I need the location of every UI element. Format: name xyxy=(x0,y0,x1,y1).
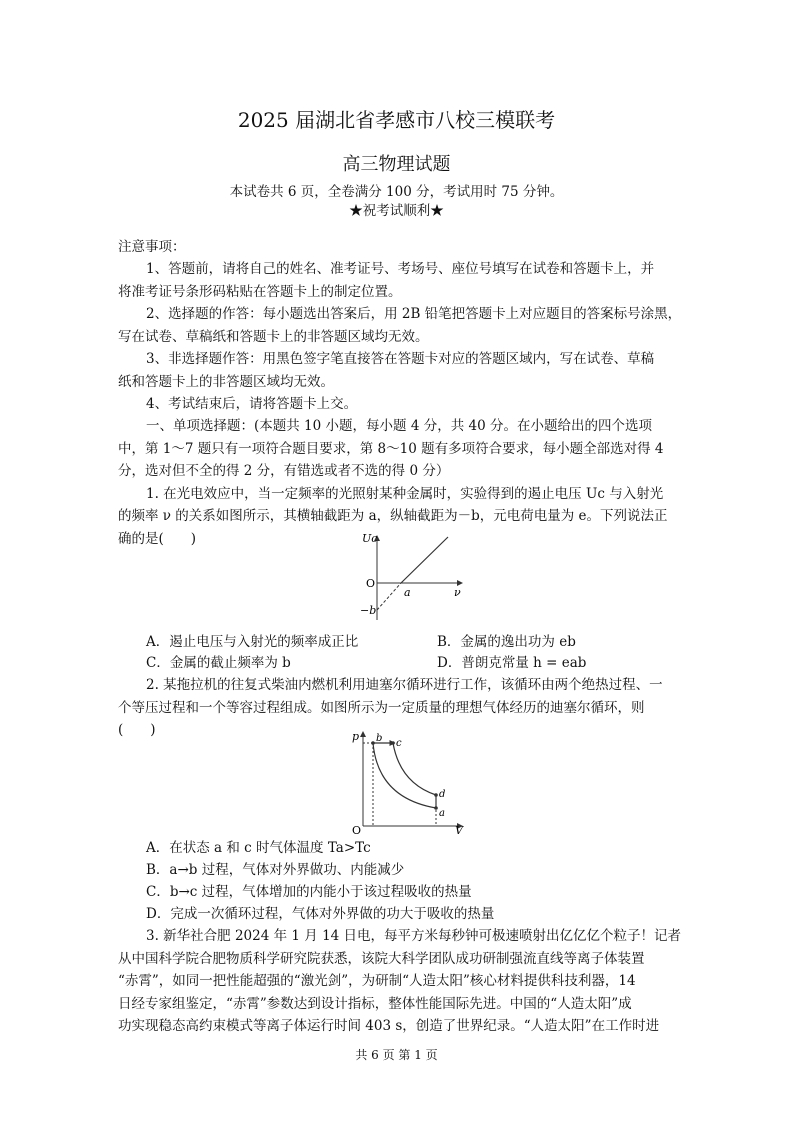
q2-process-cd xyxy=(393,743,436,795)
q2-y-label: p xyxy=(352,730,360,743)
q2-point-d xyxy=(434,793,438,797)
q1-option-a[interactable]: A．遏止电压与入射光的频率成正比 xyxy=(146,634,359,650)
q1-y-intercept: −b xyxy=(360,604,377,617)
q1-x-label: ν xyxy=(454,586,461,599)
q1-graph xyxy=(350,530,470,630)
question-3-text: 从中国科学院合肥物质科学研究院获悉，该院大科学团队成功研制强流直线等离子体装置 xyxy=(118,951,645,967)
exam-title: 2025 届湖北省孝感市八校三模联考 xyxy=(237,108,556,132)
q2-point-b xyxy=(371,741,375,745)
question-2-text: 2. 某拖拉机的往复式柴油内燃机利用迪塞尔循环进行工作，该循环由两个绝热过程、一 xyxy=(146,677,663,693)
notice-line: 1、答题前，请将自己的姓名、准考证号、考场号、座位号填写在试卷和答题卡上，并 xyxy=(146,261,655,277)
q1-option-c[interactable]: C．金属的截止频率为 b xyxy=(146,655,291,671)
question-1-text: 1. 在光电效应中，当一定频率的光照射某种金属时，实验得到的遏止电压 Uc 与入射光 xyxy=(146,486,664,502)
notice-line: 3、非选择题作答：用黑色签字笔直接答在答题卡对应的答题区域内，写在试卷、草稿 xyxy=(146,351,655,367)
exam-info: 本试卷共 6 页，全卷满分 100 分，考试用时 75 分钟。 xyxy=(229,184,564,200)
q1-line xyxy=(401,537,448,583)
section-instruction: 分，选对但不全的得 2 分，有错选或者不选的得 0 分） xyxy=(118,463,450,479)
question-3-text: 3. 新华社合肥 2024 年 1 月 14 日电，每平方米每秒钟可极速喷射出亿亿亿个粒子！记者 xyxy=(146,928,682,944)
q2-process-ab xyxy=(373,743,436,808)
page-footer: 共 6 页 第 1 页 xyxy=(355,1048,438,1062)
exam-subtitle: 高三物理试题 xyxy=(342,154,451,175)
q2-label-d: d xyxy=(439,789,446,800)
notice-line: 写在试卷、草稿纸和答题卡上的非答题区域均无效。 xyxy=(118,329,429,345)
q2-label-b: b xyxy=(376,733,383,744)
q2-option-b[interactable]: B．a→b 过程，气体对外界做功、内能减少 xyxy=(146,862,405,878)
q2-graph xyxy=(350,728,470,836)
question-3-text: 功实现稳态高约束模式等离子体运行时间 403 s，创造了世界纪录。“人造太阳”在工作时进 xyxy=(118,1018,660,1034)
q1-option-b[interactable]: B．金属的逸出功为 eb xyxy=(437,634,576,650)
notice-line: 纸和答题卡上的非答题区域均无效。 xyxy=(118,374,334,390)
q1-x-intercept: a xyxy=(404,586,411,599)
question-1-text: 的频率 ν 的关系如图所示，其横轴截距为 a，纵轴截距为－b，元电荷电量为 e。下列说法正 xyxy=(118,508,668,524)
q2-label-c: c xyxy=(396,738,402,749)
question-2-text: 个等压过程和一个等容过程组成。如图所示为一定质量的理想气体经历的迪塞尔循环，则 xyxy=(118,700,645,716)
notice-line: 将准考证号条形码粘贴在答题卡上的制定位置。 xyxy=(118,284,402,300)
q1-option-d[interactable]: D．普朗克常量 h = eab xyxy=(437,655,587,671)
q2-option-d[interactable]: D．完成一次循环过程，气体对外界做的功大于吸收的热量 xyxy=(146,906,495,922)
q2-x-label: V xyxy=(455,824,463,836)
q2-label-a: a xyxy=(439,808,445,819)
question-3-text: 日经专家组鉴定，“赤霄”参数达到设计指标，整体性能国际先进。中国的“人造太阳”成 xyxy=(118,996,632,1012)
q1-dashed-extension xyxy=(377,583,401,610)
notice-line: 2、选择题的作答：每小题选出答案后，用 2B 铅笔把答题卡上对应题目的答案标号涂黑， xyxy=(146,306,682,322)
question-2-text: ( ) xyxy=(118,722,156,738)
q2-option-a[interactable]: A．在状态 a 和 c 时气体温度 Ta>Tc xyxy=(146,840,371,856)
q2-point-a xyxy=(434,806,438,810)
exam-wish: ★祝考试顺利★ xyxy=(349,203,444,219)
q2-option-c[interactable]: C．b→c 过程，气体增加的内能小于该过程吸收的热量 xyxy=(146,884,472,900)
q2-origin: O xyxy=(352,824,362,836)
q1-origin: O xyxy=(366,577,376,590)
notice-line: 4、考试结束后，请将答题卡上交。 xyxy=(146,396,358,412)
question-1-text: 确的是( ) xyxy=(118,531,197,547)
section-instruction: 一、单项选择题：(本题共 10 小题，每小题 4 分，共 40 分。在小题给出的四个选项 xyxy=(146,418,652,434)
q1-y-label: Uc xyxy=(362,532,378,545)
question-3-text: “赤霄”，如同一把性能超强的“激光剑”，为研制“人造太阳”核心材料提供科技利器，14 xyxy=(118,973,636,989)
notice-heading: 注意事项： xyxy=(118,239,186,255)
q2-point-c xyxy=(391,741,395,745)
section-instruction: 中，第 1～7 题只有一项符合题目要求，第 8～10 题有多项符合要求，每小题全部选对得 4 xyxy=(118,441,664,457)
